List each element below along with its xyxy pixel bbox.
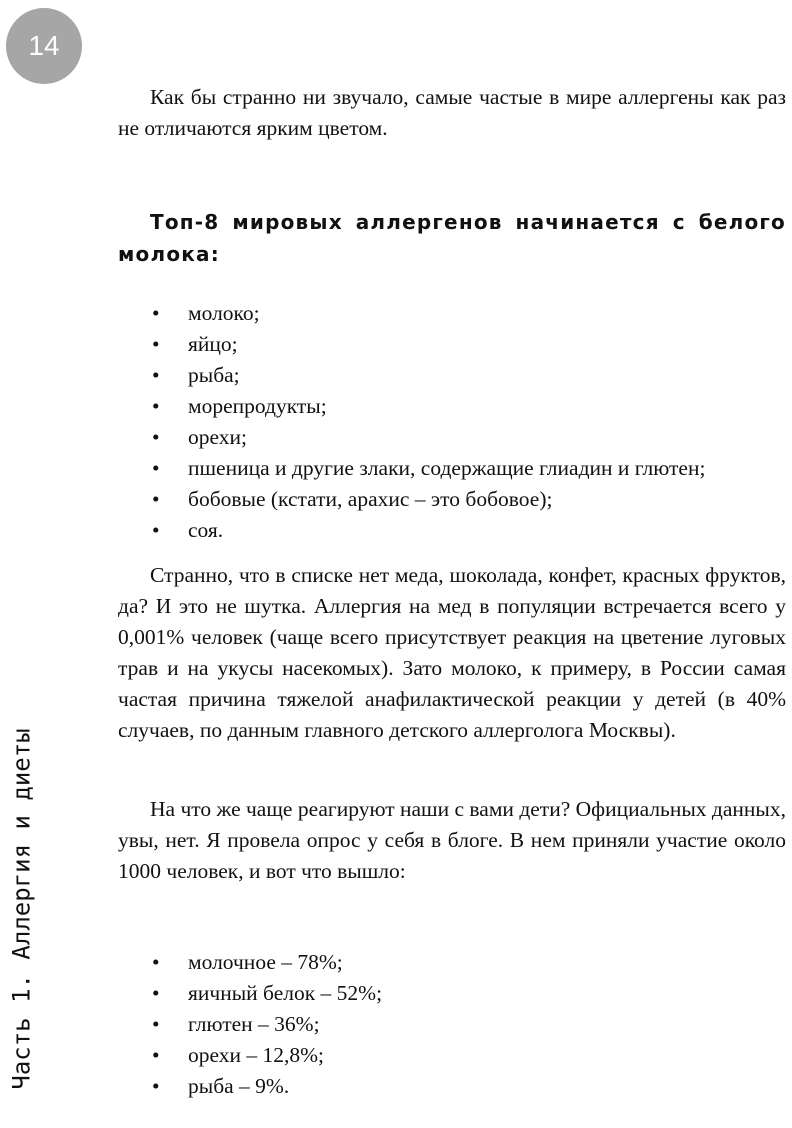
allergen-list bbox=[118, 298, 786, 546]
list-item-text: рыба – 9%. bbox=[188, 1074, 290, 1098]
bullet: • bbox=[152, 950, 160, 974]
list-item bbox=[118, 947, 786, 978]
list-item-text: молоко; bbox=[188, 301, 260, 325]
bullet: • bbox=[152, 1043, 160, 1067]
list-item-text: пшеница и другие злаки, содержащие глиадин и глютен; bbox=[188, 456, 706, 480]
bullet: • bbox=[152, 487, 160, 511]
list-item-text: бобовые (кстати, арахис – это бобовое); bbox=[188, 487, 553, 511]
list-item-text: рыба; bbox=[188, 363, 240, 387]
list-item bbox=[118, 422, 786, 453]
page-body bbox=[118, 82, 786, 1102]
list-item bbox=[118, 391, 786, 422]
bullet: • bbox=[152, 981, 160, 1005]
list-item bbox=[118, 1009, 786, 1040]
running-head bbox=[2, 694, 42, 1124]
list-item bbox=[118, 360, 786, 391]
bullet: • bbox=[152, 518, 160, 542]
list-item-text: глютен – 36%; bbox=[188, 1012, 320, 1036]
list-item bbox=[118, 1071, 786, 1102]
body-paragraph: На что же чаще реагируют наши с вами дети? Официальных данных, увы, нет. Я провела опрос у себя в блоге. В нем приняли участие около 1000 человек, и вот что вышло: bbox=[118, 797, 786, 883]
bullet: • bbox=[152, 425, 160, 449]
list-item-text: морепродукты; bbox=[188, 394, 327, 418]
survey-results-list bbox=[118, 947, 786, 1102]
section-heading: Топ-8 мировых аллергенов начинается с белого молока: bbox=[118, 210, 786, 266]
list-item bbox=[118, 298, 786, 329]
list-item bbox=[118, 978, 786, 1009]
bullet: • bbox=[152, 1074, 160, 1098]
page-number: 14 bbox=[6, 8, 82, 84]
bullet: • bbox=[152, 1012, 160, 1036]
bullet: • bbox=[152, 332, 160, 356]
list-item-text: орехи – 12,8%; bbox=[188, 1043, 325, 1067]
list-item-text: соя. bbox=[188, 518, 224, 542]
list-item-text: молочное – 78%; bbox=[188, 950, 343, 974]
list-item bbox=[118, 329, 786, 360]
bullet: • bbox=[152, 363, 160, 387]
body-paragraph: Странно, что в списке нет меда, шоколада, конфет, красных фруктов, да? И это не шутка. Аллергия на мед в популяции встречается всего у 0,001% человек (чаще всего присутствует реакция на цветение луговых трав и на укусы насекомых). Зато молоко, к примеру, в России самая частая причина тяжелой анафилактической реакции у детей (в 40% случаев, по данным главного детского аллерголога Москвы). bbox=[118, 563, 786, 742]
list-item-text: яйцо; bbox=[188, 332, 238, 356]
list-item bbox=[118, 484, 786, 515]
bullet: • bbox=[152, 301, 160, 325]
list-item-text: яичный белок – 52%; bbox=[188, 981, 383, 1005]
list-item bbox=[118, 515, 786, 546]
intro-paragraph: Как бы странно ни звучало, самые частые в мире аллергены как раз не отличаются ярким цветом. bbox=[118, 85, 786, 140]
list-item bbox=[118, 1040, 786, 1071]
list-item bbox=[118, 453, 786, 484]
bullet: • bbox=[152, 456, 160, 480]
list-item-text: орехи; bbox=[188, 425, 247, 449]
bullet: • bbox=[152, 394, 160, 418]
running-head-text: Часть 1. Аллергия и диеты bbox=[8, 728, 37, 1090]
